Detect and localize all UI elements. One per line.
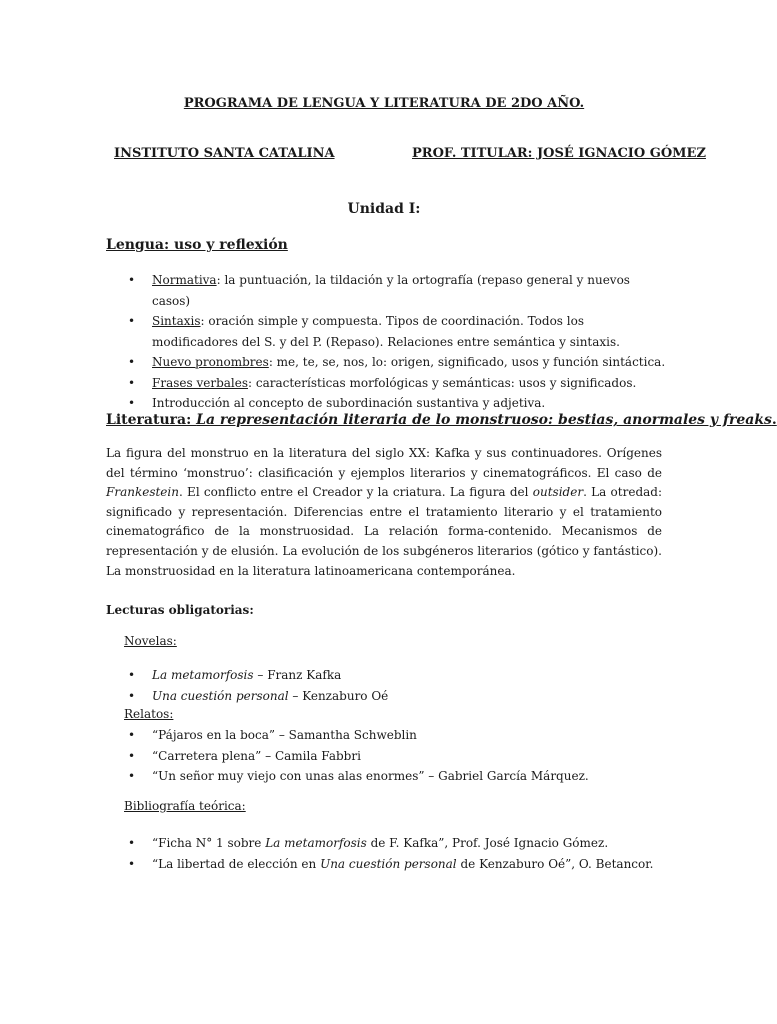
list-item: • “Pájaros en la boca” – Samantha Schweblin [106,725,666,746]
list-item [106,686,666,707]
bibliografia-heading: Bibliografía teórica: [124,799,246,813]
item-term: Sintaxis [152,314,201,328]
literatura-heading [106,412,777,428]
bib-part: de F. Kafka”, Prof. José Ignacio Gómez. [366,836,609,850]
item-text: : la puntuación, la tildación y la ortografía (repaso general y nuevos casos) [152,273,630,308]
list-item [106,854,666,875]
novelas-list [106,665,666,706]
list-item: • “Carretera plena” – Camila Fabbri [106,746,666,767]
book-title: Una cuestión personal [152,688,289,703]
bibliografia-list [106,833,666,874]
bib-part: “La libertad de elección en [152,856,321,871]
item-term: Nuevo pronombres [152,355,269,369]
list-item [106,665,666,686]
list-item [106,393,666,414]
item-text: Introducción al concepto de subordinación sustantiva y adjetiva. [152,396,546,410]
list-item [106,311,666,352]
unit-heading: Unidad I: [347,201,421,217]
list-item [106,833,666,854]
literatura-prefix: Literatura: [106,412,197,428]
relatos-label: Relatos: [124,707,174,721]
book-title: La metamorfosis [152,668,254,682]
item-term: Frases verbales [152,375,248,390]
professor-name: PROF. TITULAR: JOSÉ IGNACIO GÓMEZ [412,146,706,161]
list-item [106,352,666,373]
institute-name: INSTITUTO SANTA CATALINA [114,146,335,161]
lengua-list [106,270,666,414]
book-author: – Franz Kafka [253,668,342,682]
item-term: Normativa [152,273,217,287]
list-item [106,270,666,311]
document-title: PROGRAMA DE LENGUA Y LITERATURA DE 2DO AÑO. [183,96,585,111]
paragraph-part: . La otredad: significado y representación. Diferencias entre el tratamiento literario y el tratamiento cinematográfico de la monstruosidad. La relación forma-contenido. Mecanismos de representación y de elusión. La evolución de los subgéneros literarios (gótico y fantástico). La monstruosidad en la literatura latinoamericana contemporánea. [106,485,662,578]
book-author: – Kenzaburo Oé [288,688,389,703]
item-text: : características morfológicas y semánticas: usos y significados. [248,375,637,390]
paragraph-part: La figura del monstruo en la literatura del siglo XX: Kafka y sus continuadores. Orígenes del término ‘monstruo’: clasificación y ejemplos literarios y cinematográficos. El caso de [106,446,662,480]
paragraph-italic: outsider [532,485,584,500]
literatura-paragraph [106,444,662,581]
item-text: : oración simple y compuesta. Tipos de coordinación. Todos los modificadores del S. y del P. (Repaso). Relaciones entre semántica y sintaxis. [152,314,620,349]
bib-title: La metamorfosis [265,836,367,850]
novelas-label: Novelas: [124,634,177,648]
lengua-heading: Lengua: uso y reflexión [106,237,288,253]
bib-part: “Ficha N° 1 sobre [152,836,266,850]
item-text: : me, te, se, nos, lo: origen, significado, usos y función sintáctica. [268,355,666,369]
list-item: • “Un señor muy viejo con unas alas enormes” – Gabriel García Márquez. [106,766,666,787]
relatos-list [106,725,666,787]
bib-title: Una cuestión personal [320,856,457,871]
bib-part: de Kenzaburo Oé”, O. Betancor. [456,856,654,871]
paragraph-part: . El conflicto entre el Creador y la criatura. La figura del [178,485,533,500]
literatura-title: La representación literaria de lo monstruoso: bestias, anormales y freaks [196,412,772,428]
lecturas-heading: Lecturas obligatorias: [106,603,254,617]
literatura-suffix: . [771,412,777,428]
list-item [106,373,666,394]
paragraph-italic: Frankestein [106,485,179,500]
